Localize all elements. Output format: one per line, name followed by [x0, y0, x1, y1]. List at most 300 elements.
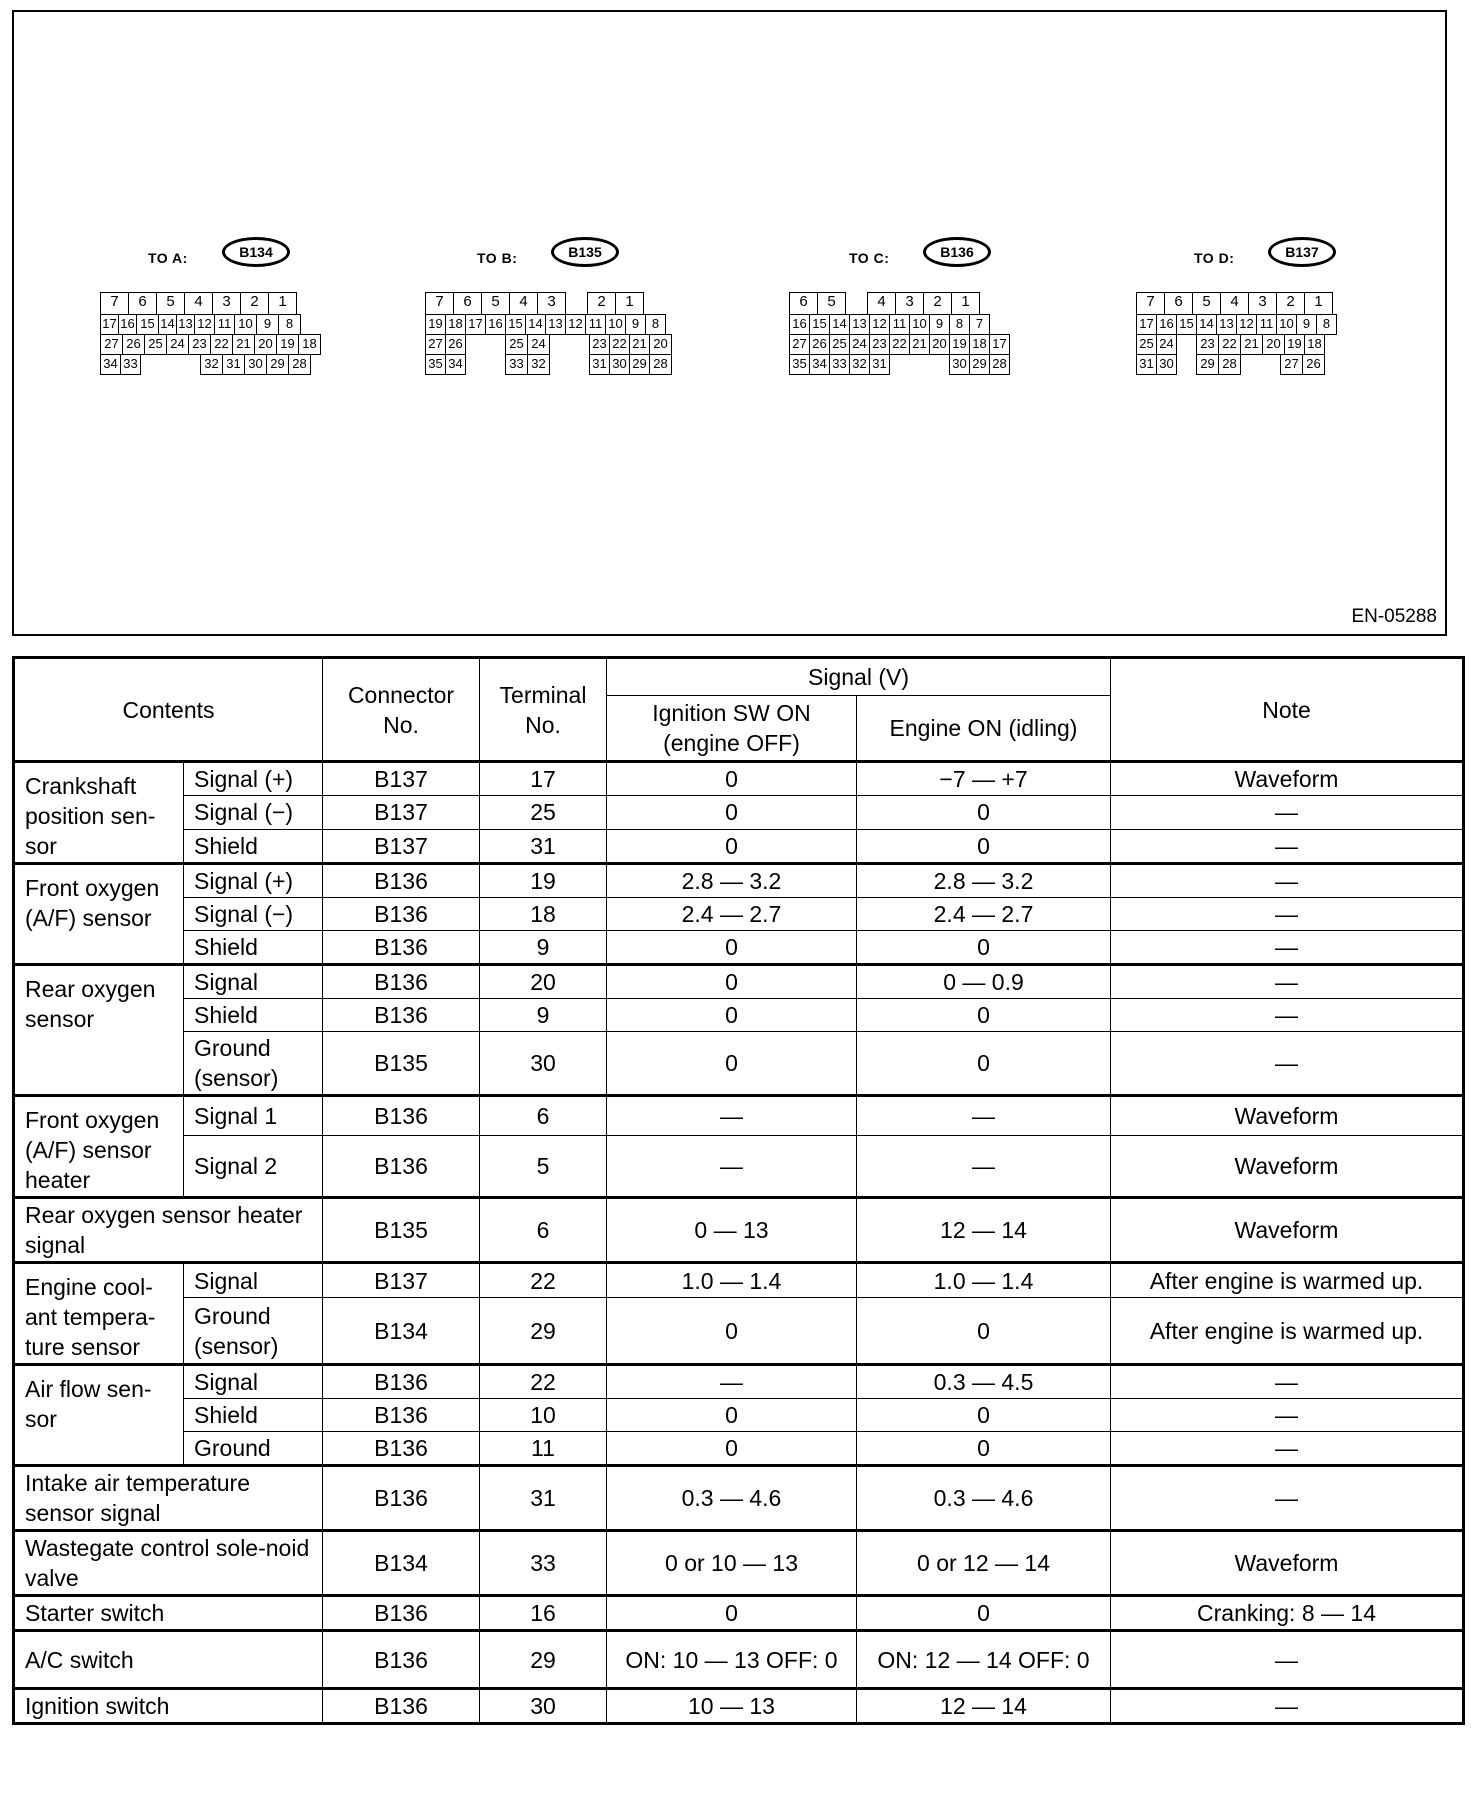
pin-cell: 20 — [254, 334, 277, 355]
note: — — [1111, 1631, 1464, 1689]
pin-cell: 22 — [1218, 334, 1241, 355]
pin-cell: 12 — [1236, 314, 1257, 335]
pin-cell: 13 — [545, 314, 566, 335]
pin-cell: 23 — [1196, 334, 1219, 355]
signal-ign-on: 0 — [607, 1432, 857, 1466]
table-row — [14, 829, 1464, 863]
table-row — [14, 1399, 1464, 1432]
terminal-no: 10 — [480, 1399, 607, 1432]
pin-cell: 20 — [929, 334, 950, 355]
table-row — [14, 1198, 1464, 1263]
pin-cell: 21 — [232, 334, 255, 355]
terminal-no: 5 — [480, 1136, 607, 1198]
note: — — [1111, 1399, 1464, 1432]
group-label: A/C switch — [14, 1631, 323, 1689]
table-row — [14, 1531, 1464, 1596]
sub-item: Signal — [184, 965, 323, 999]
pin-cell: 19 — [425, 314, 446, 335]
signal-engine-on: 0.3 — 4.6 — [857, 1466, 1111, 1531]
signal-ign-on: ON: 10 — 13 OFF: 0 — [607, 1631, 857, 1689]
pin-cell: 24 — [849, 334, 870, 355]
group-label: Intake air temperature sensor signal — [14, 1466, 323, 1531]
table-row — [14, 999, 1464, 1032]
pin-cell: 9 — [929, 314, 950, 335]
signal-ign-on: 0 — [607, 829, 857, 863]
pin-cell: 29 — [266, 354, 289, 375]
signal-ign-on: 2.4 — 2.7 — [607, 898, 857, 931]
connector-no: B135 — [323, 1198, 480, 1263]
pin-cell: 13 — [849, 314, 870, 335]
terminal-no: 22 — [480, 1365, 607, 1399]
pin-cell: 31 — [869, 354, 890, 375]
pin-cell: 26 — [445, 334, 466, 355]
to-label: TO D: — [1194, 250, 1235, 266]
table-row — [14, 1136, 1464, 1198]
pin-cell: 21 — [909, 334, 930, 355]
pin-cell: 13 — [1216, 314, 1237, 335]
pin-cell: 16 — [1156, 314, 1177, 335]
signal-engine-on: 0 — [857, 1399, 1111, 1432]
pin-cell: 28 — [649, 354, 672, 375]
signal-ign-on: 0 — [607, 931, 857, 965]
table-row — [14, 898, 1464, 931]
pin-cell: 19 — [949, 334, 970, 355]
pin-cell: 14 — [829, 314, 850, 335]
pin-cell: 21 — [629, 334, 650, 355]
pin-cell: 28 — [989, 354, 1010, 375]
note: — — [1111, 965, 1464, 999]
table-row — [14, 1689, 1464, 1724]
terminal-no: 30 — [480, 1689, 607, 1724]
pin-cell: 27 — [425, 334, 446, 355]
pin-cell: 6 — [1164, 292, 1193, 315]
pin-cell: 8 — [1316, 314, 1337, 335]
pin-cell: 33 — [505, 354, 528, 375]
connector-id: B135 — [551, 237, 619, 267]
table-body — [14, 762, 1464, 1724]
pin-cell: 30 — [1156, 354, 1177, 375]
pin-cell: 24 — [166, 334, 189, 355]
terminal-no: 29 — [480, 1631, 607, 1689]
pin-cell: 19 — [276, 334, 299, 355]
signal-ign-on: 0 — 13 — [607, 1198, 857, 1263]
table-row — [14, 864, 1464, 898]
pin-cell: 14 — [158, 314, 177, 335]
signal-engine-on: 0 — [857, 999, 1111, 1032]
pin-cell: 8 — [949, 314, 970, 335]
pin-cell: 35 — [425, 354, 446, 375]
table-row — [14, 931, 1464, 965]
connector-no: B136 — [323, 898, 480, 931]
pin-cell: 31 — [1136, 354, 1157, 375]
signal-engine-on: 2.4 — 2.7 — [857, 898, 1111, 931]
note: After engine is warmed up. — [1111, 1298, 1464, 1365]
terminal-no: 6 — [480, 1096, 607, 1136]
terminal-no: 17 — [480, 762, 607, 796]
connector-id: B137 — [1268, 237, 1336, 267]
sub-item: Signal — [184, 1263, 323, 1298]
signal-ign-on: 0 — [607, 1298, 857, 1365]
terminal-no: 31 — [480, 1466, 607, 1531]
note: Waveform — [1111, 762, 1464, 796]
table-row — [14, 1263, 1464, 1298]
pin-cell: 26 — [809, 334, 830, 355]
connector-no: B136 — [323, 1365, 480, 1399]
pin-cell: 16 — [118, 314, 137, 335]
pin-cell: 7 — [1136, 292, 1165, 315]
pin-cell: 1 — [615, 292, 644, 315]
pin-cell: 3 — [895, 292, 924, 315]
pin-cell: 11 — [585, 314, 606, 335]
signal-engine-on: 0 or 12 — 14 — [857, 1531, 1111, 1596]
sub-item: Signal — [184, 1365, 323, 1399]
signal-ign-on: 0 — [607, 999, 857, 1032]
connector-no: B136 — [323, 1096, 480, 1136]
pin-cell: 4 — [1220, 292, 1249, 315]
pin-cell: 32 — [200, 354, 223, 375]
table-row — [14, 1298, 1464, 1365]
signal-ign-on: — — [607, 1136, 857, 1198]
pin-cell: 16 — [789, 314, 810, 335]
header-signal: Signal (V) — [607, 658, 1111, 696]
pin-cell: 27 — [1280, 354, 1303, 375]
pin-cell: 18 — [1304, 334, 1325, 355]
connector-no: B134 — [323, 1531, 480, 1596]
terminal-no: 25 — [480, 796, 607, 829]
pin-cell: 22 — [889, 334, 910, 355]
pin-cell: 30 — [609, 354, 630, 375]
terminal-no: 18 — [480, 898, 607, 931]
pin-cell: 26 — [122, 334, 145, 355]
group-label: Crankshaft position sen-sor — [14, 762, 184, 864]
table-row — [14, 1096, 1464, 1136]
connector-no: B136 — [323, 1136, 480, 1198]
table-row — [14, 1365, 1464, 1399]
pin-cell: 25 — [505, 334, 528, 355]
connector-no: B136 — [323, 1466, 480, 1531]
pin-cell: 2 — [923, 292, 952, 315]
note: — — [1111, 898, 1464, 931]
pin-cell: 7 — [425, 292, 454, 315]
pin-cell: 18 — [298, 334, 321, 355]
terminal-no: 22 — [480, 1263, 607, 1298]
pin-cell: 21 — [1240, 334, 1263, 355]
sub-item: Signal (−) — [184, 898, 323, 931]
pin-cell: 29 — [1196, 354, 1219, 375]
header-contents: Contents — [14, 658, 323, 762]
note: — — [1111, 999, 1464, 1032]
pin-cell: 26 — [1302, 354, 1325, 375]
header-note: Note — [1111, 658, 1464, 762]
note: — — [1111, 864, 1464, 898]
pin-cell: 24 — [527, 334, 550, 355]
sub-item: Signal (+) — [184, 864, 323, 898]
pin-cell: 32 — [849, 354, 870, 375]
note: Waveform — [1111, 1096, 1464, 1136]
sub-item: Shield — [184, 931, 323, 965]
signal-ign-on: 1.0 — 1.4 — [607, 1263, 857, 1298]
note: — — [1111, 1466, 1464, 1531]
note: After engine is warmed up. — [1111, 1263, 1464, 1298]
table-row — [14, 1432, 1464, 1466]
pin-cell: 34 — [809, 354, 830, 375]
signal-engine-on: 12 — 14 — [857, 1198, 1111, 1263]
pin-cell: 29 — [629, 354, 650, 375]
sub-item: Signal (+) — [184, 762, 323, 796]
pin-cell: 23 — [869, 334, 890, 355]
pin-cell: 2 — [587, 292, 616, 315]
group-label: Rear oxygen sensor — [14, 965, 184, 1096]
pin-cell: 27 — [789, 334, 810, 355]
pin-cell: 9 — [625, 314, 646, 335]
signal-ign-on: 0 — [607, 762, 857, 796]
signal-engine-on: 2.8 — 3.2 — [857, 864, 1111, 898]
connector-no: B136 — [323, 931, 480, 965]
header-connector: Connector No. — [323, 658, 480, 762]
sub-item: Shield — [184, 829, 323, 863]
connector-no: B135 — [323, 1032, 480, 1096]
note: Waveform — [1111, 1198, 1464, 1263]
table-row — [14, 1596, 1464, 1631]
pin-cell: 3 — [537, 292, 566, 315]
sub-item: Ground — [184, 1432, 323, 1466]
pin-cell: 34 — [445, 354, 466, 375]
pin-cell: 19 — [1284, 334, 1305, 355]
table-row — [14, 965, 1464, 999]
connector-no: B136 — [323, 1689, 480, 1724]
group-label: Front oxygen (A/F) sensor heater — [14, 1096, 184, 1198]
signal-engine-on: ON: 12 — 14 OFF: 0 — [857, 1631, 1111, 1689]
signal-engine-on: 0 — [857, 1298, 1111, 1365]
pin-cell: 22 — [210, 334, 233, 355]
terminal-no: 19 — [480, 864, 607, 898]
pin-cell: 5 — [1192, 292, 1221, 315]
terminal-no: 29 — [480, 1298, 607, 1365]
pin-cell: 11 — [1256, 314, 1277, 335]
pin-cell: 30 — [949, 354, 970, 375]
signal-table — [12, 656, 1465, 1725]
pin-cell: 10 — [1276, 314, 1297, 335]
pin-cell: 31 — [222, 354, 245, 375]
connector-id: B136 — [923, 237, 991, 267]
group-label: Starter switch — [14, 1596, 323, 1631]
signal-ign-on: 10 — 13 — [607, 1689, 857, 1724]
pin-cell: 20 — [1262, 334, 1285, 355]
pin-cell: 35 — [789, 354, 810, 375]
pin-cell: 20 — [649, 334, 672, 355]
table-row — [14, 1466, 1464, 1531]
pin-cell: 27 — [100, 334, 123, 355]
group-label: Engine cool-ant tempera-ture sensor — [14, 1263, 184, 1365]
connector-no: B136 — [323, 1596, 480, 1631]
group-label: Front oxygen (A/F) sensor — [14, 864, 184, 965]
pin-cell: 5 — [156, 292, 185, 315]
sub-item: Signal 2 — [184, 1136, 323, 1198]
pin-cell: 2 — [240, 292, 269, 315]
signal-ign-on: 0 — [607, 965, 857, 999]
connector-no: B134 — [323, 1298, 480, 1365]
pin-cell: 32 — [527, 354, 550, 375]
connector-no: B136 — [323, 1631, 480, 1689]
signal-engine-on: — — [857, 1096, 1111, 1136]
connector-no: B136 — [323, 1432, 480, 1466]
signal-engine-on: −7 — +7 — [857, 762, 1111, 796]
note: — — [1111, 829, 1464, 863]
pin-cell: 23 — [188, 334, 211, 355]
pin-cell: 17 — [1136, 314, 1157, 335]
pin-cell: 6 — [128, 292, 157, 315]
sub-item: Ground (sensor) — [184, 1032, 323, 1096]
note: — — [1111, 1365, 1464, 1399]
note: — — [1111, 796, 1464, 829]
figure-code: EN-05288 — [1351, 606, 1437, 627]
pin-cell: 17 — [465, 314, 486, 335]
pin-cell: 3 — [1248, 292, 1277, 315]
connector-no: B137 — [323, 762, 480, 796]
terminal-no: 31 — [480, 829, 607, 863]
pin-cell: 25 — [144, 334, 167, 355]
signal-engine-on: 0 — [857, 796, 1111, 829]
pin-cell: 14 — [1196, 314, 1217, 335]
pin-cell: 5 — [481, 292, 510, 315]
pin-cell: 9 — [1296, 314, 1317, 335]
pin-cell: 23 — [589, 334, 610, 355]
pin-cell: 1 — [951, 292, 980, 315]
to-label: TO C: — [849, 250, 890, 266]
signal-ign-on: 0 — [607, 796, 857, 829]
note: Cranking: 8 — 14 — [1111, 1596, 1464, 1631]
signal-engine-on: 0 — [857, 1032, 1111, 1096]
pin-cell: 7 — [100, 292, 129, 315]
pin-cell: 25 — [829, 334, 850, 355]
note: Waveform — [1111, 1531, 1464, 1596]
pin-cell: 11 — [214, 314, 235, 335]
to-label: TO B: — [477, 250, 518, 266]
pin-cell: 15 — [1176, 314, 1197, 335]
pin-cell: 34 — [100, 354, 121, 375]
signal-ign-on: 0 — [607, 1399, 857, 1432]
note: Waveform — [1111, 1136, 1464, 1198]
pin-cell: 31 — [589, 354, 610, 375]
connector-diagram — [12, 10, 1447, 636]
connector-no: B137 — [323, 829, 480, 863]
pin-cell: 25 — [1136, 334, 1157, 355]
pin-cell: 12 — [194, 314, 215, 335]
pin-cell: 9 — [256, 314, 279, 335]
pin-cell: 30 — [244, 354, 267, 375]
header-engine-on: Engine ON (idling) — [857, 696, 1111, 762]
signal-engine-on: 0 — 0.9 — [857, 965, 1111, 999]
signal-ign-on: 0 or 10 — 13 — [607, 1531, 857, 1596]
signal-ign-on: 0 — [607, 1032, 857, 1096]
pin-cell: 17 — [100, 314, 119, 335]
terminal-no: 9 — [480, 931, 607, 965]
note: — — [1111, 1432, 1464, 1466]
group-label: Wastegate control sole-noid valve — [14, 1531, 323, 1596]
connector-no: B136 — [323, 965, 480, 999]
connector-no: B136 — [323, 1399, 480, 1432]
pin-cell: 29 — [969, 354, 990, 375]
pin-cell: 8 — [645, 314, 666, 335]
table-row — [14, 762, 1464, 796]
terminal-no: 16 — [480, 1596, 607, 1631]
pin-cell: 6 — [789, 292, 818, 315]
note: — — [1111, 1032, 1464, 1096]
pin-cell: 10 — [234, 314, 257, 335]
pin-cell: 33 — [120, 354, 141, 375]
connector-no: B136 — [323, 999, 480, 1032]
sub-item: Signal 1 — [184, 1096, 323, 1136]
pin-cell: 14 — [525, 314, 546, 335]
group-label: Rear oxygen sensor heater signal — [14, 1198, 323, 1263]
pin-cell: 5 — [817, 292, 846, 315]
signal-engine-on: 12 — 14 — [857, 1689, 1111, 1724]
pin-cell: 12 — [869, 314, 890, 335]
pin-cell: 18 — [969, 334, 990, 355]
note: — — [1111, 1689, 1464, 1724]
signal-ign-on: — — [607, 1365, 857, 1399]
terminal-no: 6 — [480, 1198, 607, 1263]
terminal-no: 11 — [480, 1432, 607, 1466]
terminal-no: 33 — [480, 1531, 607, 1596]
connector-no: B137 — [323, 1263, 480, 1298]
to-label: TO A: — [148, 250, 188, 266]
pin-cell: 7 — [969, 314, 990, 335]
group-label: Air flow sen-sor — [14, 1365, 184, 1466]
pin-cell: 3 — [212, 292, 241, 315]
signal-engine-on: 0 — [857, 1596, 1111, 1631]
pin-cell: 15 — [505, 314, 526, 335]
pin-cell: 1 — [1304, 292, 1333, 315]
signal-ign-on: 0.3 — 4.6 — [607, 1466, 857, 1531]
signal-engine-on: 0.3 — 4.5 — [857, 1365, 1111, 1399]
signal-engine-on: 1.0 — 1.4 — [857, 1263, 1111, 1298]
pin-cell: 2 — [1276, 292, 1305, 315]
pin-cell: 18 — [445, 314, 466, 335]
pin-cell: 6 — [453, 292, 482, 315]
pin-cell: 28 — [1218, 354, 1241, 375]
terminal-no: 9 — [480, 999, 607, 1032]
pin-cell: 4 — [184, 292, 213, 315]
connector-no: B136 — [323, 864, 480, 898]
pin-cell: 22 — [609, 334, 630, 355]
signal-ign-on: 2.8 — 3.2 — [607, 864, 857, 898]
terminal-no: 20 — [480, 965, 607, 999]
pin-cell: 12 — [565, 314, 586, 335]
signal-ign-on: — — [607, 1096, 857, 1136]
terminal-no: 30 — [480, 1032, 607, 1096]
header-ign-on: Ignition SW ON (engine OFF) — [607, 696, 857, 762]
table-row — [14, 796, 1464, 829]
pin-cell: 1 — [268, 292, 297, 315]
table-row — [14, 1032, 1464, 1096]
signal-engine-on: — — [857, 1136, 1111, 1198]
sub-item: Signal (−) — [184, 796, 323, 829]
pin-cell: 33 — [829, 354, 850, 375]
header-terminal: Terminal No. — [480, 658, 607, 762]
pin-cell: 15 — [809, 314, 830, 335]
pin-cell: 15 — [136, 314, 159, 335]
signal-engine-on: 0 — [857, 829, 1111, 863]
pin-cell: 11 — [889, 314, 910, 335]
connector-id: B134 — [222, 237, 290, 267]
pin-cell: 24 — [1156, 334, 1177, 355]
pin-cell: 10 — [605, 314, 626, 335]
table-row — [14, 1631, 1464, 1689]
pin-cell: 17 — [989, 334, 1010, 355]
signal-engine-on: 0 — [857, 1432, 1111, 1466]
pin-cell: 28 — [288, 354, 311, 375]
